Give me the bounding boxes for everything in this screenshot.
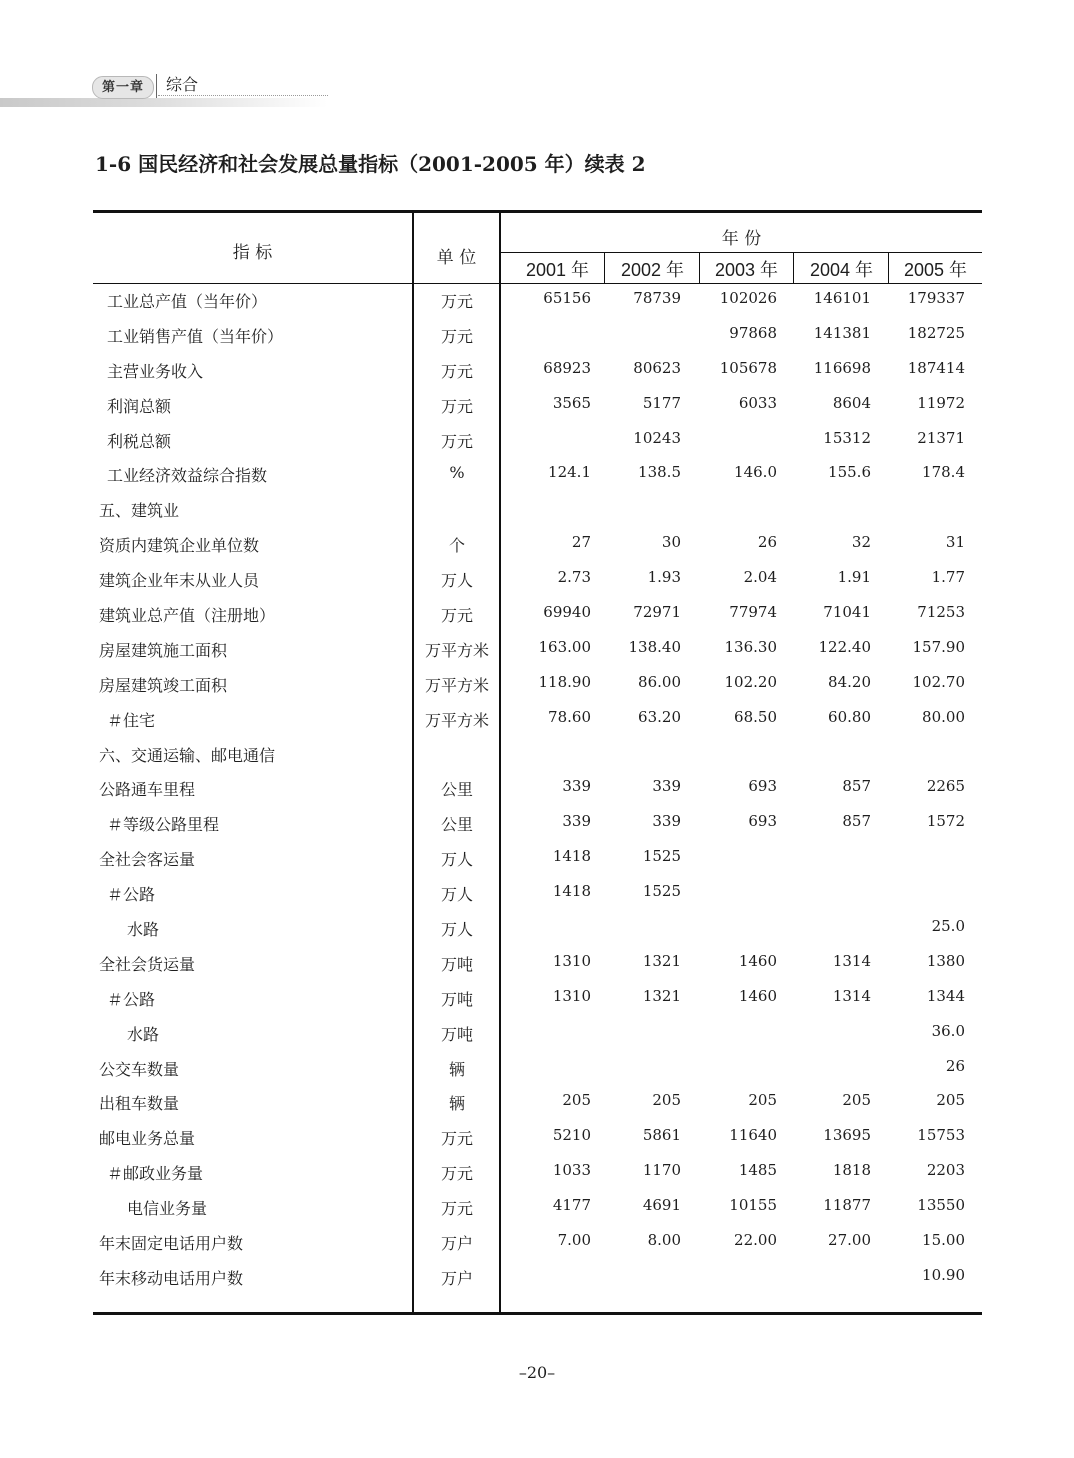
value-cell: 857 bbox=[842, 812, 871, 831]
table-row bbox=[93, 1084, 982, 1119]
table-row bbox=[93, 1189, 982, 1224]
unit-cell: 万元 bbox=[440, 431, 473, 451]
indicator-label: 五、建筑业 bbox=[99, 501, 180, 521]
value-cell: 7.00 bbox=[557, 1231, 591, 1250]
bottom-rule bbox=[93, 1312, 982, 1315]
table-row bbox=[93, 840, 982, 875]
value-cell: 141381 bbox=[813, 323, 871, 342]
value-cell: 1314 bbox=[832, 986, 871, 1005]
value-cell: 80.00 bbox=[922, 707, 965, 726]
value-cell: 71253 bbox=[917, 603, 965, 622]
table-row bbox=[93, 352, 982, 387]
year-header: 2001 年 bbox=[525, 260, 590, 280]
value-cell: 1321 bbox=[642, 986, 681, 1005]
value-cell: 2265 bbox=[926, 777, 965, 796]
value-cell: 10.90 bbox=[922, 1265, 965, 1284]
value-cell: 116698 bbox=[813, 358, 871, 377]
indicator-label: 全社会货运量 bbox=[99, 954, 196, 974]
value-cell: 6033 bbox=[738, 393, 777, 412]
indicator-label: 房屋建筑施工面积 bbox=[99, 640, 228, 660]
unit-cell: 万平方米 bbox=[424, 675, 489, 695]
indicator-label: 公交车数量 bbox=[99, 1059, 180, 1079]
header-band bbox=[0, 98, 328, 107]
value-cell: 1525 bbox=[642, 882, 681, 901]
year-header: 2003 年 bbox=[714, 260, 779, 280]
indicator-label: ＃邮政业务量 bbox=[107, 1164, 204, 1184]
value-cell: 205 bbox=[652, 1091, 681, 1110]
unit-cell: 万平方米 bbox=[424, 640, 489, 660]
value-cell: 1460 bbox=[738, 986, 777, 1005]
value-cell: 146.0 bbox=[734, 463, 777, 482]
indicator-header: 指 标 bbox=[232, 243, 273, 263]
unit-cell: 万元 bbox=[440, 1129, 473, 1149]
unit-cell: 万元 bbox=[440, 396, 473, 416]
value-cell: 339 bbox=[652, 777, 681, 796]
table-row bbox=[93, 945, 982, 980]
value-cell: 63.20 bbox=[638, 707, 681, 726]
value-cell: 136.30 bbox=[724, 637, 777, 656]
table-row bbox=[93, 701, 982, 736]
indicator-label: 水路 bbox=[127, 920, 160, 940]
table-row bbox=[93, 1050, 982, 1085]
table-row bbox=[93, 1015, 982, 1050]
value-cell: 31 bbox=[945, 533, 965, 552]
table-row bbox=[93, 596, 982, 631]
table-row bbox=[93, 282, 982, 317]
value-cell: 693 bbox=[748, 777, 777, 796]
indicator-label: 资质内建筑企业单位数 bbox=[99, 536, 260, 556]
unit-cell: 万元 bbox=[440, 326, 473, 346]
value-cell: 1380 bbox=[926, 951, 965, 970]
indicator-label: 利润总额 bbox=[107, 396, 172, 416]
table-row bbox=[93, 317, 982, 352]
chapter-badge: 第一章 bbox=[92, 76, 154, 99]
value-cell: 1033 bbox=[552, 1161, 591, 1180]
table-row bbox=[93, 875, 982, 910]
table-row bbox=[93, 526, 982, 561]
value-cell: 1572 bbox=[926, 812, 965, 831]
value-cell: 21371 bbox=[917, 428, 965, 447]
value-cell: 138.40 bbox=[628, 637, 681, 656]
value-cell: 13550 bbox=[917, 1196, 965, 1215]
table-row bbox=[93, 1154, 982, 1189]
value-cell: 205 bbox=[936, 1091, 965, 1110]
value-cell: 13695 bbox=[823, 1126, 871, 1145]
value-cell: 179337 bbox=[907, 289, 965, 307]
value-cell: 27.00 bbox=[828, 1231, 871, 1250]
indicator-label: 邮电业务总量 bbox=[99, 1129, 196, 1149]
year-divider-rule bbox=[500, 252, 982, 253]
indicator-label: 工业总产值（当年价） bbox=[107, 292, 268, 311]
unit-cell: 万元 bbox=[440, 606, 473, 626]
indicator-label: 六、交通运输、邮电通信 bbox=[99, 745, 276, 765]
value-cell: 5177 bbox=[642, 393, 681, 412]
value-cell: 15312 bbox=[823, 428, 871, 447]
indicator-label: ＃住宅 bbox=[107, 710, 156, 730]
unit-cell: 公里 bbox=[440, 815, 473, 835]
value-cell: 11972 bbox=[917, 393, 965, 412]
value-cell: 4691 bbox=[642, 1196, 681, 1215]
unit-cell: 万吨 bbox=[440, 954, 473, 974]
value-cell: 157.90 bbox=[912, 637, 965, 656]
table-row bbox=[93, 980, 982, 1015]
value-cell: 1.77 bbox=[931, 568, 965, 587]
indicator-label: 工业销售产值（当年价） bbox=[107, 326, 284, 346]
table-row bbox=[93, 631, 982, 666]
value-cell: 11640 bbox=[729, 1126, 777, 1145]
value-cell: 182725 bbox=[907, 323, 965, 342]
value-cell: 1310 bbox=[552, 986, 591, 1005]
indicator-label: 出租车数量 bbox=[99, 1094, 180, 1114]
unit-cell: 万元 bbox=[440, 361, 473, 381]
unit-cell: 万元 bbox=[440, 292, 473, 311]
table-row bbox=[93, 561, 982, 596]
table-row bbox=[93, 736, 982, 771]
value-cell: 857 bbox=[842, 777, 871, 796]
value-cell: 60.80 bbox=[828, 707, 871, 726]
value-cell: 693 bbox=[748, 812, 777, 831]
value-cell: 78.60 bbox=[548, 707, 591, 726]
table-row bbox=[93, 491, 982, 526]
value-cell: 69940 bbox=[543, 603, 591, 622]
value-cell: 178.4 bbox=[922, 463, 965, 482]
indicator-label: 主营业务收入 bbox=[107, 361, 204, 381]
unit-cell: 万人 bbox=[440, 920, 473, 940]
value-cell: 3565 bbox=[552, 393, 591, 412]
header-separator bbox=[156, 74, 157, 98]
value-cell: 86.00 bbox=[638, 672, 681, 691]
value-cell: 11877 bbox=[823, 1196, 871, 1215]
indicator-label: 建筑业总产值（注册地） bbox=[99, 606, 276, 626]
value-cell: 32 bbox=[851, 533, 871, 552]
value-cell: 8.00 bbox=[647, 1231, 681, 1250]
value-cell: 339 bbox=[562, 777, 591, 796]
value-cell: 1485 bbox=[738, 1161, 777, 1180]
indicator-label: 年末移动电话用户数 bbox=[99, 1268, 244, 1288]
value-cell: 339 bbox=[652, 812, 681, 831]
value-cell: 124.1 bbox=[548, 463, 591, 482]
top-rule bbox=[93, 210, 982, 213]
value-cell: 146101 bbox=[813, 289, 871, 307]
year-group-header: 年 份 bbox=[721, 229, 762, 249]
year-header: 2002 年 bbox=[620, 260, 685, 280]
unit-cell: 万元 bbox=[440, 1199, 473, 1219]
value-cell: 26 bbox=[757, 533, 777, 552]
indicator-label: 建筑企业年末从业人员 bbox=[99, 571, 260, 591]
unit-cell: 万平方米 bbox=[424, 710, 489, 730]
value-cell: 1344 bbox=[926, 986, 965, 1005]
value-cell: 187414 bbox=[907, 358, 965, 377]
value-cell: 2.73 bbox=[557, 568, 591, 587]
value-cell: 80623 bbox=[633, 358, 681, 377]
value-cell: 27 bbox=[571, 533, 591, 552]
value-cell: 118.90 bbox=[538, 672, 591, 691]
indicator-label: 全社会客运量 bbox=[99, 850, 196, 870]
header-dotted-rule bbox=[158, 95, 328, 96]
unit-cell: 万户 bbox=[440, 1268, 473, 1288]
value-cell: 1418 bbox=[552, 847, 591, 866]
value-cell: 25.0 bbox=[931, 917, 965, 936]
value-cell: 105678 bbox=[719, 358, 777, 377]
value-cell: 1170 bbox=[642, 1161, 681, 1180]
value-cell: 1310 bbox=[552, 951, 591, 970]
value-cell: 1525 bbox=[642, 847, 681, 866]
unit-cell: 辆 bbox=[448, 1059, 465, 1079]
unit-cell: 万人 bbox=[440, 571, 473, 591]
value-cell: 8604 bbox=[832, 393, 871, 412]
table-row bbox=[93, 387, 982, 422]
unit-cell: 万户 bbox=[440, 1234, 473, 1254]
value-cell: 155.6 bbox=[828, 463, 871, 482]
value-cell: 1314 bbox=[832, 951, 871, 970]
value-cell: 1.93 bbox=[647, 568, 681, 587]
indicator-label: 利税总额 bbox=[107, 431, 172, 451]
unit-cell: % bbox=[449, 463, 465, 483]
table-row bbox=[93, 805, 982, 840]
value-cell: 10243 bbox=[633, 428, 681, 447]
value-cell: 71041 bbox=[823, 603, 871, 622]
unit-cell: 万元 bbox=[440, 1164, 473, 1184]
value-cell: 68.50 bbox=[734, 707, 777, 726]
value-cell: 138.5 bbox=[638, 463, 681, 482]
value-cell: 1818 bbox=[832, 1161, 871, 1180]
indicator-label: 公路通车里程 bbox=[99, 780, 196, 800]
value-cell: 102.70 bbox=[912, 672, 965, 691]
value-cell: 36.0 bbox=[931, 1021, 965, 1040]
unit-cell: 万吨 bbox=[440, 1024, 473, 1044]
indicator-label: 水路 bbox=[127, 1024, 160, 1044]
value-cell: 163.00 bbox=[538, 637, 591, 656]
value-cell: 15753 bbox=[917, 1126, 965, 1145]
unit-header: 单 位 bbox=[436, 248, 477, 268]
value-cell: 102026 bbox=[719, 289, 777, 307]
year-header: 2005 年 bbox=[903, 260, 968, 280]
value-cell: 2203 bbox=[926, 1161, 965, 1180]
year-header: 2004 年 bbox=[809, 260, 874, 280]
value-cell: 4177 bbox=[552, 1196, 591, 1215]
value-cell: 72971 bbox=[633, 603, 681, 622]
value-cell: 10155 bbox=[729, 1196, 777, 1215]
indicator-label: ＃等级公路里程 bbox=[107, 815, 220, 835]
table-row bbox=[93, 1224, 982, 1259]
value-cell: 205 bbox=[748, 1091, 777, 1110]
table-row bbox=[93, 456, 982, 491]
value-cell: 78739 bbox=[633, 289, 681, 307]
unit-cell: 个 bbox=[448, 536, 465, 556]
value-cell: 30 bbox=[661, 533, 681, 552]
value-cell: 97868 bbox=[729, 323, 777, 342]
indicator-label: 电信业务量 bbox=[127, 1199, 208, 1219]
indicator-label: 工业经济效益综合指数 bbox=[107, 466, 268, 486]
unit-cell: 万人 bbox=[440, 885, 473, 905]
value-cell: 102.20 bbox=[724, 672, 777, 691]
value-cell: 5861 bbox=[642, 1126, 681, 1145]
indicator-label: 房屋建筑竣工面积 bbox=[99, 675, 228, 695]
section-name: 综合 bbox=[166, 75, 199, 94]
value-cell: 68923 bbox=[543, 358, 591, 377]
value-cell: 205 bbox=[562, 1091, 591, 1110]
value-cell: 22.00 bbox=[734, 1231, 777, 1250]
table-row bbox=[93, 770, 982, 805]
value-cell: 339 bbox=[562, 812, 591, 831]
value-cell: 2.04 bbox=[743, 568, 777, 587]
value-cell: 205 bbox=[842, 1091, 871, 1110]
unit-cell: 万吨 bbox=[440, 989, 473, 1009]
unit-cell: 辆 bbox=[448, 1094, 465, 1114]
table-row bbox=[93, 422, 982, 457]
table-row bbox=[93, 910, 982, 945]
value-cell: 5210 bbox=[552, 1126, 591, 1145]
indicator-label: ＃公路 bbox=[107, 885, 156, 905]
value-cell: 1321 bbox=[642, 951, 681, 970]
value-cell: 65156 bbox=[543, 289, 591, 307]
value-cell: 15.00 bbox=[922, 1231, 965, 1250]
table-row bbox=[93, 1259, 982, 1294]
page-number: –20– bbox=[518, 1363, 556, 1382]
value-cell: 1460 bbox=[738, 951, 777, 970]
value-cell: 1.91 bbox=[837, 568, 871, 587]
value-cell: 26 bbox=[945, 1056, 965, 1075]
table-body bbox=[93, 282, 982, 1294]
table-title: 1-6 国民经济和社会发展总量指标（2001-2005 年）续表 2 bbox=[95, 152, 646, 176]
value-cell: 122.40 bbox=[818, 637, 871, 656]
unit-cell: 万人 bbox=[440, 850, 473, 870]
value-cell: 1418 bbox=[552, 882, 591, 901]
value-cell: 77974 bbox=[729, 603, 777, 622]
indicator-label: ＃公路 bbox=[107, 989, 156, 1009]
unit-cell: 公里 bbox=[440, 780, 473, 800]
table-row bbox=[93, 1119, 982, 1154]
indicator-label: 年末固定电话用户数 bbox=[99, 1234, 244, 1254]
table-row bbox=[93, 666, 982, 701]
value-cell: 84.20 bbox=[828, 672, 871, 691]
